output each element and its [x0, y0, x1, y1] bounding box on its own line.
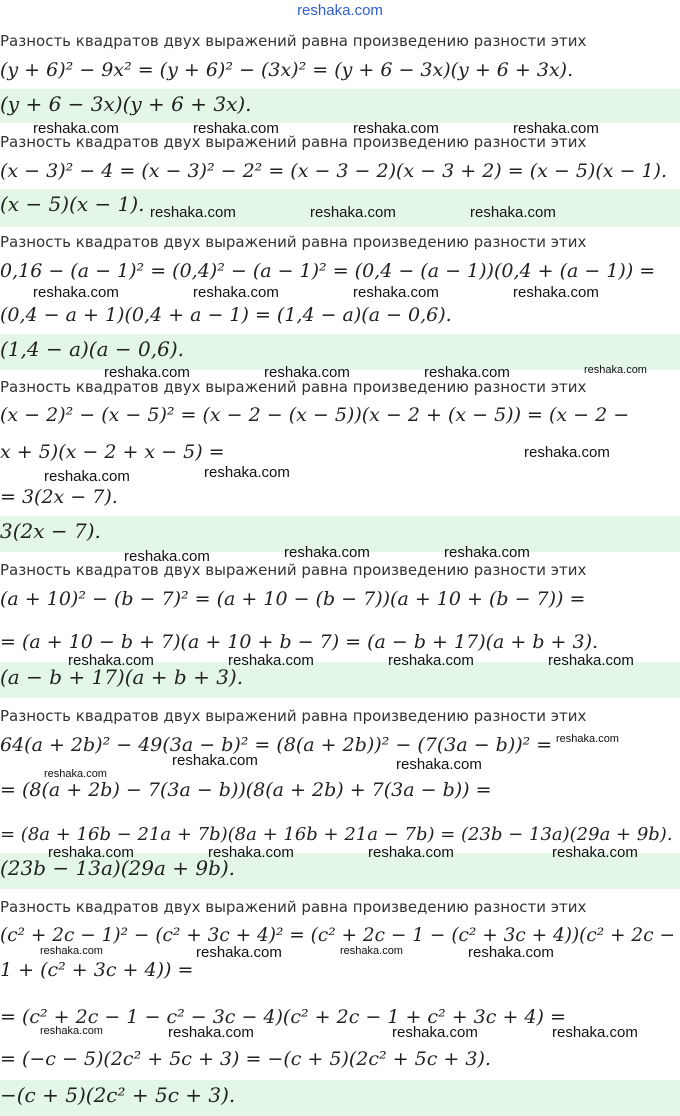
- answer-text: 3(2x − 7).: [0, 519, 101, 543]
- watermark: reshaka.com: [193, 120, 279, 137]
- answer-text: (23b − 13a)(29a + 9b).: [0, 856, 236, 880]
- watermark: reshaka.com: [388, 652, 474, 669]
- watermark: reshaka.com: [368, 844, 454, 861]
- site-header-logo[interactable]: reshaka.com: [297, 2, 383, 19]
- watermark: reshaka.com: [44, 768, 107, 780]
- explanation-text: Разность квадратов двух выражений равна произведению разности этих: [0, 561, 587, 579]
- watermark: reshaka.com: [172, 752, 258, 769]
- watermark: reshaka.com: [392, 1024, 478, 1041]
- watermark: reshaka.com: [353, 284, 439, 301]
- watermark: reshaka.com: [513, 284, 599, 301]
- watermark: reshaka.com: [48, 844, 134, 861]
- solution-line: 64(a + 2b)² − 49(3a − b)² = (8(a + 2b))² − (7(3a − b))² =: [0, 734, 553, 756]
- answer-text: (y + 6 − 3x)(y + 6 + 3x).: [0, 92, 252, 116]
- watermark: reshaka.com: [524, 444, 610, 461]
- watermark: reshaka.com: [353, 120, 439, 137]
- solution-line: = (8a + 16b − 21a + 7b)(8a + 16b + 21a − 7b) = (23b − 13a)(29a + 9b).: [0, 824, 673, 845]
- watermark: reshaka.com: [468, 944, 554, 961]
- solution-line: = (c² + 2c − 1 − c² − 3c − 4)(c² + 2c − 1 + c² + 3c + 4) =: [0, 1006, 566, 1028]
- watermark: reshaka.com: [150, 204, 236, 221]
- watermark: reshaka.com: [584, 364, 647, 376]
- solution-line: = (−c − 5)(2c² + 5c + 3) = −(c + 5)(2c² + 5c + 3).: [0, 1048, 491, 1070]
- solution-line: (c² + 2c − 1)² − (c² + 3c + 4)² = (c² + 2c − 1 − (c² + 3c + 4))(c² + 2c −: [0, 925, 675, 946]
- solution-line: (y + 6)² − 9x² = (y + 6)² − (3x)² = (y + 6 − 3x)(y + 6 + 3x).: [0, 59, 574, 81]
- watermark: reshaka.com: [310, 204, 396, 221]
- explanation-text: Разность квадратов двух выражений равна произведению разности этих: [0, 233, 587, 251]
- answer-box: [0, 1080, 680, 1116]
- watermark: reshaka.com: [44, 468, 130, 485]
- answer-box: [0, 89, 680, 123]
- solution-line: (0,4 − a + 1)(0,4 + a − 1) = (1,4 − a)(a − 0,6).: [0, 304, 452, 326]
- solution-line: x + 5)(x − 2 + x − 5) =: [0, 441, 225, 463]
- watermark: reshaka.com: [204, 464, 290, 481]
- watermark: reshaka.com: [40, 945, 103, 957]
- watermark: reshaka.com: [396, 756, 482, 773]
- watermark: reshaka.com: [104, 364, 190, 381]
- watermark: reshaka.com: [40, 1025, 103, 1037]
- watermark: reshaka.com: [552, 1024, 638, 1041]
- watermark: reshaka.com: [196, 944, 282, 961]
- solution-line: = (a + 10 − b + 7)(a + 10 + b − 7) = (a − b + 17)(a + b + 3).: [0, 631, 599, 653]
- watermark: reshaka.com: [556, 733, 619, 745]
- watermark: reshaka.com: [33, 120, 119, 137]
- watermark: reshaka.com: [424, 364, 510, 381]
- solution-line: (x − 3)² − 4 = (x − 3)² − 2² = (x − 3 − 2)(x − 3 + 2) = (x − 5)(x − 1).: [0, 160, 668, 182]
- watermark: reshaka.com: [548, 652, 634, 669]
- watermark: reshaka.com: [552, 844, 638, 861]
- watermark: reshaka.com: [124, 548, 210, 565]
- answer-text: (x − 5)(x − 1).: [0, 192, 145, 216]
- answer-text: −(c + 5)(2c² + 5c + 3).: [0, 1083, 236, 1107]
- watermark: reshaka.com: [444, 544, 530, 561]
- solution-line: 1 + (c² + 3c + 4)) =: [0, 959, 194, 981]
- watermark: reshaka.com: [33, 284, 119, 301]
- watermark: reshaka.com: [228, 652, 314, 669]
- explanation-text: Разность квадратов двух выражений равна произведению разности этих: [0, 898, 587, 916]
- explanation-text: Разность квадратов двух выражений равна произведению разности этих: [0, 707, 587, 725]
- solution-line: (a + 10)² − (b − 7)² = (a + 10 − (b − 7))(a + 10 + (b − 7)) =: [0, 588, 586, 610]
- watermark: reshaka.com: [513, 120, 599, 137]
- solution-line: (x − 2)² − (x − 5)² = (x − 2 − (x − 5))(x − 2 + (x − 5)) = (x − 2 −: [0, 404, 630, 426]
- solution-line: = 3(2x − 7).: [0, 486, 118, 508]
- solution-line: 0,16 − (a − 1)² = (0,4)² − (a − 1)² = (0,4 − (a − 1))(0,4 + (a − 1)) =: [0, 260, 656, 282]
- explanation-text: Разность квадратов двух выражений равна произведению разности этих: [0, 32, 587, 50]
- answer-text: (1,4 − a)(a − 0,6).: [0, 337, 184, 361]
- explanation-text: Разность квадратов двух выражений равна произведению разности этих: [0, 378, 587, 396]
- explanation-text: Разность квадратов двух выражений равна произведению разности этих: [0, 133, 587, 151]
- solution-line: = (8(a + 2b) − 7(3a − b))(8(a + 2b) + 7(3a − b)) =: [0, 779, 492, 801]
- watermark: reshaka.com: [193, 284, 279, 301]
- watermark: reshaka.com: [340, 945, 403, 957]
- watermark: reshaka.com: [284, 544, 370, 561]
- watermark: reshaka.com: [168, 1024, 254, 1041]
- answer-text: (a − b + 17)(a + b + 3).: [0, 665, 244, 689]
- watermark: reshaka.com: [264, 364, 350, 381]
- watermark: reshaka.com: [68, 652, 154, 669]
- watermark: reshaka.com: [470, 204, 556, 221]
- watermark: reshaka.com: [208, 844, 294, 861]
